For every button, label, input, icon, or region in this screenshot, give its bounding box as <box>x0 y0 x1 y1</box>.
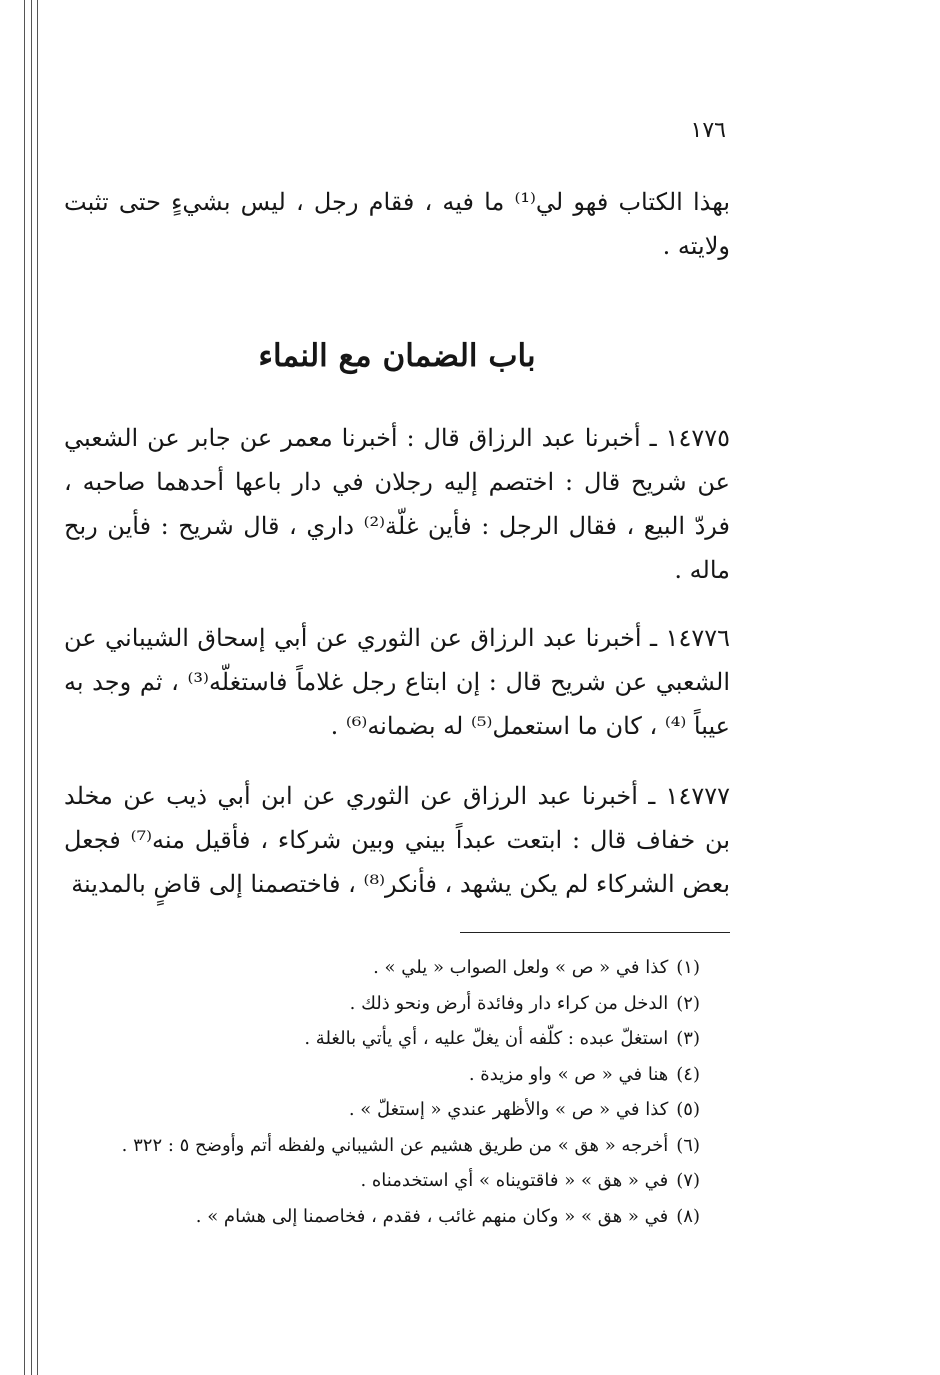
footnote-text: استغلّ عبده : كلّفه أن يغلّ عليه ، أي يأتي بالغلة . <box>304 1028 669 1049</box>
footnote-text: في « هق » « فاقتويناه » أي استخدمناه . <box>360 1170 669 1191</box>
footnote-3 <box>64 1021 700 1057</box>
page-number: ١٧٦ <box>690 118 726 143</box>
footnote-7 <box>64 1163 700 1199</box>
footnote-number: (١) <box>676 957 700 978</box>
footnote-number: (٨) <box>676 1205 700 1227</box>
binding-edge-line <box>24 0 25 1375</box>
footnote-number: (٥) <box>676 1099 700 1120</box>
footnote-number: (٧) <box>676 1170 700 1191</box>
footnote-text: أخرجه « هق » من طريق هشيم عن الشيباني ولفظه أتم وأوضح ٥ : ٣٢٢ . <box>121 1134 669 1156</box>
section-title: باب الضمان مع النماء <box>258 338 536 374</box>
footnote-2 <box>64 986 700 1022</box>
footnote-text: في « هق » « وكان منهم غائب ، فقدم ، فخاصمنا إلى هشام » . <box>195 1205 669 1227</box>
footnote-number: (٤) <box>676 1063 700 1085</box>
footnote-number: (٦) <box>676 1134 700 1156</box>
footnote-number: (٣) <box>676 1028 700 1049</box>
hadith-14775: ١٤٧٧٥ ـ أخبرنا عبد الرزاق قال : أخبرنا معمر عن جابر عن الشعبي عن شريح قال : اختصم إليه رجلان في دار باعها أحدهما صاحبه ، فردّ البيع ، فقال الرجل : فأين غلّة⁽²⁾ داري ، قال شريح : فأين ربح ماله . <box>64 424 730 584</box>
continuation-paragraph: بهذا الكتاب فهو لي⁽¹⁾ ما فيه ، فقام رجل ، ليس بشيءٍ حتى تثبت ولايته . <box>64 188 731 260</box>
footnote-5 <box>64 1092 700 1128</box>
binding-edge-line <box>31 0 32 1375</box>
footnote-number: (٢) <box>676 992 700 1014</box>
footnote-1 <box>64 950 700 986</box>
footnote-text: الدخل من كراء دار وفائدة أرض ونحو ذلك . <box>349 992 669 1014</box>
footnotes-list <box>64 950 700 1234</box>
footnote-4 <box>64 1057 700 1093</box>
footnote-6 <box>64 1128 700 1164</box>
footnote-text: كذا في « ص » والأظهر عندي « إستغلّ » . <box>348 1099 669 1120</box>
hadith-14776: ١٤٧٧٦ ـ أخبرنا عبد الرزاق عن الثوري عن أبي إسحاق الشيباني عن الشعبي عن شريح قال : إن ابتاع رجل غلاماً فاستغلّه⁽³⁾ ، ثم وجد به عيباً ⁽⁴⁾ ، كان ما استعمل⁽⁵⁾ له بضمانه⁽⁶⁾ . <box>64 624 730 740</box>
footnote-8 <box>64 1199 700 1235</box>
hadith-14777: ١٤٧٧٧ ـ أخبرنا عبد الرزاق عن الثوري عن ابن أبي ذيب عن مخلد بن خفاف قال : ابتعت عبداً بيني وبين شركاء ، فأقيل منه⁽⁷⁾ فجعل بعض الشركاء لم يكن يشهد ، فأنكر⁽⁸⁾ ، فاختصمنا إلى قاضٍ بالمدينة <box>64 782 730 898</box>
footnote-divider <box>460 932 730 933</box>
footnote-text: هنا في « ص » واو مزيدة . <box>468 1063 669 1085</box>
footnote-text: كذا في « ص » ولعل الصواب « يلي » . <box>373 957 669 978</box>
binding-edge-line <box>37 0 38 1375</box>
